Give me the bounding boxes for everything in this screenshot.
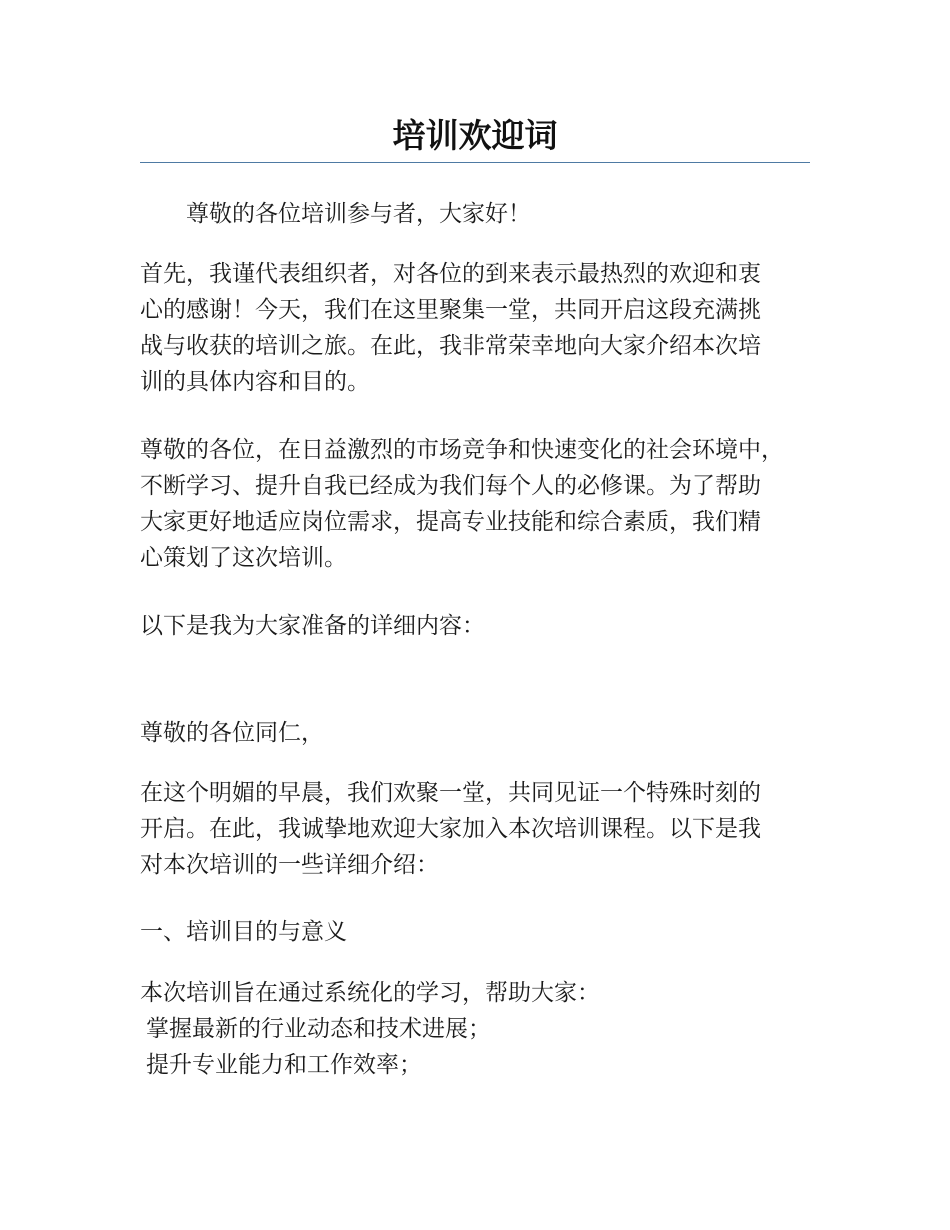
paragraph-line: 首先，我谨代表组织者，对各位的到来表示最热烈的欢迎和衷: [140, 261, 761, 287]
list-item: 掌握最新的行业动态和技术进展；: [146, 1016, 491, 1042]
paragraph-lead-in: 以下是我为大家准备的详细内容：: [140, 613, 485, 639]
list-item: 提升专业能力和工作效率；: [146, 1052, 422, 1078]
salutation-line: 尊敬的各位同仁，: [140, 720, 324, 746]
paragraph-line: 训的具体内容和目的。: [140, 369, 370, 395]
paragraph-line: 战与收获的培训之旅。在此，我非常荣幸地向大家介绍本次培: [140, 333, 761, 359]
paragraph-context: [140, 432, 830, 576]
title-underline: [140, 162, 810, 163]
greeting-line: 尊敬的各位培训参与者，大家好！: [186, 201, 531, 227]
paragraph-line: 尊敬的各位，在日益激烈的市场竞争和快速变化的社会环境中，: [140, 437, 784, 463]
section-heading: 一、培训目的与意义: [140, 919, 347, 945]
paragraph-goals: 本次培训旨在通过系统化的学习，帮助大家：: [140, 980, 600, 1006]
paragraph-line: 不断学习、提升自我已经成为我们每个人的必修课。为了帮助: [140, 473, 761, 499]
paragraph-line: 大家更好地适应岗位需求，提高专业技能和综合素质，我们精: [140, 509, 761, 535]
paragraph-welcome: [140, 775, 830, 883]
paragraph-line: 开启。在此，我诚挚地欢迎大家加入本次培训课程。以下是我: [140, 816, 761, 842]
paragraph-line: 心的感谢！今天，我们在这里聚集一堂，共同开启这段充满挑: [140, 297, 761, 323]
paragraph-intro: [140, 256, 830, 400]
paragraph-line: 心策划了这次培训。: [140, 545, 347, 571]
paragraph-line: 在这个明媚的早晨，我们欢聚一堂，共同见证一个特殊时刻的: [140, 780, 761, 806]
paragraph-line: 对本次培训的一些详细介绍：: [140, 852, 439, 878]
document-title: 培训欢迎词: [392, 116, 558, 155]
